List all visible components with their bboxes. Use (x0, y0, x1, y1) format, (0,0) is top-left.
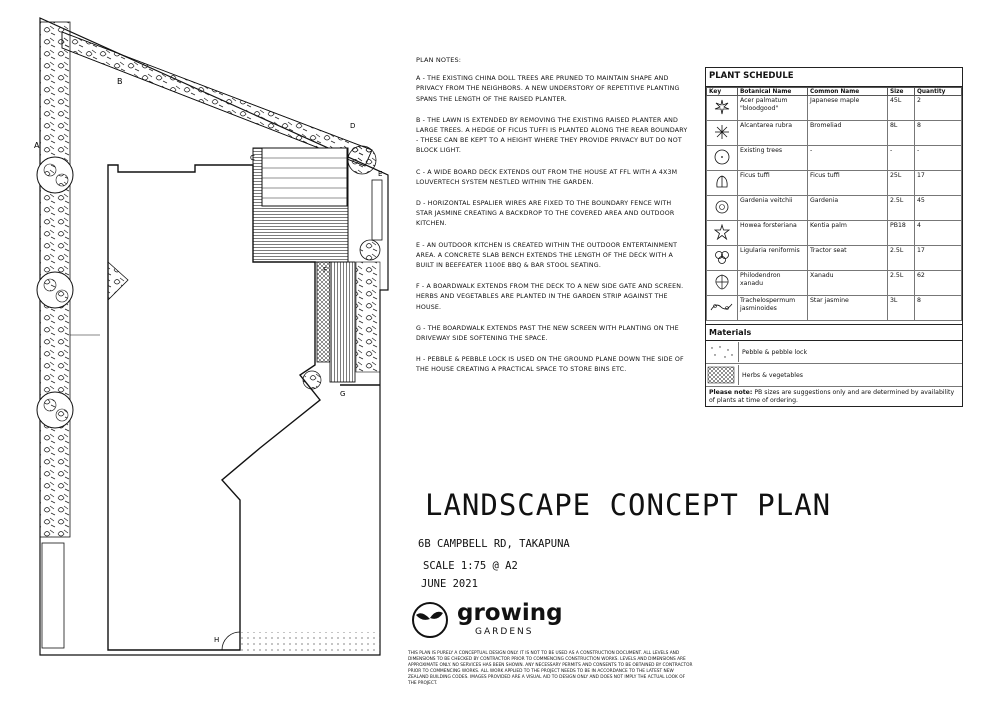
existing-tree (37, 392, 73, 428)
schedule-table (706, 87, 962, 321)
label-b: B (117, 77, 123, 86)
schedule-title: PLANT SCHEDULE (706, 68, 962, 87)
jasmine-icon (710, 301, 734, 313)
table-row: Alcantarea rubra Bromeliad 8L 8 (707, 121, 962, 146)
plant-schedule (705, 67, 963, 407)
existing-tree (37, 272, 73, 308)
materials-title: Materials (706, 324, 962, 341)
brand-name: growing (457, 600, 563, 626)
page-title: LANDSCAPE CONCEPT PLAN (425, 488, 832, 522)
label-e: E (378, 170, 383, 178)
pebble-area (240, 632, 380, 652)
col-botanical: Botanical Name (738, 88, 808, 96)
label-f: F (323, 266, 328, 274)
table-row: Ficus tuffi Ficus tuffi 25L 17 (707, 171, 962, 196)
material-row: Pebble & pebble lock (706, 341, 962, 364)
note-h: H - PEBBLE & PEBBLE LOCK IS USED ON THE GROUND PLANE DOWN THE SIDE OF THE HOUSE CREATING A PRACTICAL SPACE TO STORE BINS ETC. (416, 356, 684, 374)
note-a: A - THE EXISTING CHINA DOLL TREES ARE PRUNED TO MAINTAIN SHAPE AND PRIVACY FROM THE NEIGHBORS. A NEW UNDERSTORY OF REPETITIVE PLANTING SPANS THE LENGTH OF THE RAISED PLANTER. (416, 75, 680, 103)
table-row: Acer palmatum "bloodgood" Japanese maple 45L 2 (707, 96, 962, 121)
palm-icon (714, 224, 730, 240)
acer-icon (714, 99, 730, 115)
company-logo (410, 600, 563, 640)
plan-scale: SCALE 1:75 @ A2 (423, 560, 518, 572)
col-common: Common Name (808, 88, 888, 96)
label-d: D (350, 122, 356, 130)
note-g: G - THE BOARDWALK EXTENDS PAST THE NEW SCREEN WITH PLANTING ON THE DRIVEWAY SIDE SOFTENING THE SPACE. (416, 324, 679, 343)
table-row: Philodendron xanadu Xanadu 2.5L 62 (707, 271, 962, 296)
col-qty: Quantity (915, 88, 962, 96)
note-b: B - THE LAWN IS EXTENDED BY REMOVING THE EXISTING RAISED PLANTER AND LARGE TREES. A HEDGE OF FICUS TUFFI IS PLANTED ALONG THE REAR BOUNDARY - THESE CAN BE KEPT TO A HEIGHT WHERE THEY PROVIDE PRIVACY BUT DO NOT BLOCK LIGHT. (416, 116, 688, 155)
ligularia-icon (714, 249, 730, 265)
note-c: C - A WIDE BOARD DECK EXTENDS OUT FROM THE HOUSE AT FFL WITH A 4X3M LOUVERTECH SYSTEM NESTLED WITHIN THE GARDEN. (416, 168, 678, 186)
label-g: G (340, 390, 346, 398)
pebble-swatch-icon (706, 342, 736, 362)
label-h: H (214, 636, 220, 644)
rear-hedge (62, 32, 372, 166)
outdoor-kitchen (372, 180, 382, 240)
herbs-swatch-icon (706, 365, 736, 385)
plan-date: JUNE 2021 (421, 578, 478, 590)
label-c: C (250, 154, 255, 162)
note-f: F - A BOARDWALK EXTENDS FROM THE DECK TO A NEW SIDE GATE AND SCREEN. HERBS AND VEGETABLES ARE PLANTED IN THE GARDEN STRIP AGAINST THE HOUSE. (416, 283, 684, 311)
bromeliad-icon (714, 124, 730, 140)
existing-tree-icon (714, 149, 730, 165)
schedule-note: Please note: PB sizes are suggestions only and are determined by availability of plants at time of ordering. (709, 389, 955, 404)
boardwalk (330, 262, 355, 382)
disclaimer: THIS PLAN IS PURELY A CONCEPTUAL DESIGN ONLY. IT IS NOT TO BE USED AS A CONSTRUCTION DOCUMENT. ALL LEVELS AND DIMENSIONS TO BE CHECKED BY CONTRACTOR PRIOR TO COMMENCING CONSTRUCTION WORKS. LEVELS AND DIMENSIONS ARE APPROXIMATE ONLY. NO SERVICES HAS BEEN SHOWN. ANY NECESSARY PERMITS AND CONSENTS TO BE OBTAINED BY CONTRACTOR PRIOR TO COMMENCING WORKS. ALL WORK APPLIED TO THE PROJECT NEEDS TO BE IN ACCORDANCE TO THE LATEST NEW ZEALAND BUILDING CODES. IMAGES PROVIDED ARE A VISUAL AID TO DESIGN ONLY AND DOES NOT IMPLY THE ACTUAL LOOK OF THE PROJECT. (408, 651, 693, 686)
col-key: Key (707, 88, 738, 96)
table-row: Trachelospermum jasminoides Star jasmine 3L 8 (707, 296, 962, 321)
herb-garden (317, 262, 330, 362)
ficus-icon (714, 174, 730, 190)
brand-sub: GARDENS (475, 627, 534, 637)
notes-heading: PLAN NOTES: (416, 56, 462, 64)
table-row: Ligularia reniformis Tractor seat 2.5L 17 (707, 246, 962, 271)
philodendron-icon (714, 274, 730, 290)
material-row: Herbs & vegetables (706, 364, 962, 387)
site-plan (0, 0, 400, 704)
col-size: Size (888, 88, 915, 96)
plan-notes (416, 55, 688, 387)
seedling-icon (410, 600, 452, 640)
note-d: D - HORIZONTAL ESPALIER WIRES ARE FIXED TO THE BOUNDARY FENCE WITH STAR JASMINE CREATING A BACKDROP TO THE COVERED AREA AND OUTDOOR KITCHEN. (416, 200, 675, 228)
gardenia-icon (714, 199, 730, 215)
note-e: E - AN OUTDOOR KITCHEN IS CREATED WITHIN THE OUTDOOR ENTERTAINMENT AREA. A CONCRETE SLAB BENCH EXTENDS THE LENGTH OF THE DECK WITH A BUILT IN BEEFEATER 1100E BBQ & BAR STOOL SEATING. (416, 241, 678, 270)
table-row: Howea forsteriana Kentia palm PB18 4 (707, 221, 962, 246)
table-row: Existing trees - - - (707, 146, 962, 171)
louvre-roof (262, 148, 347, 206)
table-row: Gardenia veitchii Gardenia 2.5L 45 (707, 196, 962, 221)
site-address: 6B CAMPBELL RD, TAKAPUNA (418, 538, 570, 550)
label-a: A (34, 141, 40, 150)
existing-tree (37, 157, 73, 193)
bin-store (42, 543, 64, 648)
